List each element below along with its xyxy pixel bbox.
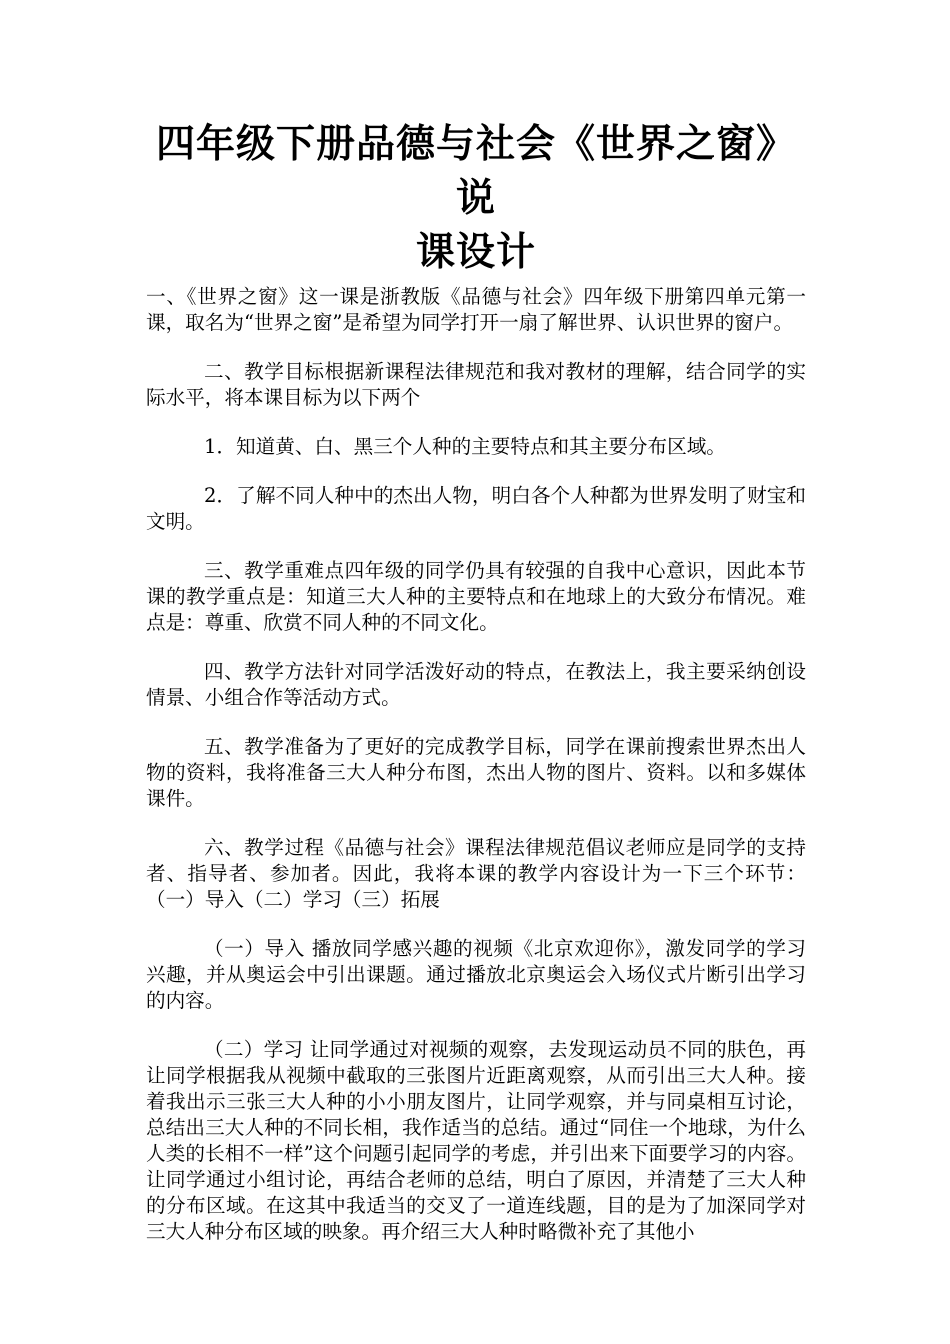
paragraph-objectives: 二、教学目标根据新课程法律规范和我对教材的理解，结合同学的实际水平，将本课目标为以下两个 xyxy=(146,360,806,409)
paragraph-introduction-step: （一）导入 播放同学感兴趣的视频《北京欢迎你》，激发同学的学习兴趣，并从奥运会中引出课题。通过播放北京奥运会入场仪式片断引出学习的内容。 xyxy=(146,937,806,1012)
paragraph-intro: 一、《世界之窗》这一课是浙教版《品德与社会》四年级下册第四单元第一课，取名为“世界之窗”是希望为同学打开一扇了解世界、认识世界的窗户。 xyxy=(146,285,806,334)
document-body xyxy=(146,284,806,1245)
title-line-2: 课设计 xyxy=(415,230,536,275)
paragraph-objective-2: 2．了解不同人种中的杰出人物，明白各个人种都为世界发明了财宝和文明。 xyxy=(146,484,806,533)
title-line-1: 四年级下册品德与社会《世界之窗》说 xyxy=(155,122,796,221)
paragraph-preparation: 五、教学准备为了更好的完成教学目标，同学在课前搜索世界杰出人物的资料，我将准备三大人种分布图，杰出人物的图片、资料。以和多媒体课件。 xyxy=(146,735,806,810)
document-title xyxy=(146,118,806,280)
paragraph-methods: 四、教学方法针对同学活泼好动的特点，在教法上，我主要采纳创设情景、小组合作等活动方式。 xyxy=(146,660,806,709)
paragraph-learning-step: （二）学习 让同学通过对视频的观察，去发现运动员不同的肤色，再让同学根据我从视频中截取的三张图片近距离观察，从而引出三大人种。接着我出示三张三大人种的小小朋友图片，让同学观察，并与同桌相互讨论，总结出三大人种的不同长相，我作适当的总结。通过“同住一个地球，为什么人类的长相不一样”这个问题引起同学的考虑，并引出来下面要学习的内容。让同学通过小组讨论，再结合老师的总结，明白了原因，并清楚了三大人种的分布区域。在这其中我适当的交叉了一道连线题，目的是为了加深同学对三大人种分布区域的映象。再介绍三大人种时略微补充了其他小 xyxy=(146,1038,806,1243)
paragraph-process: 六、教学过程《品德与社会》课程法律规范倡议老师应是同学的支持者、指导者、参加者。因此，我将本课的教学内容设计为一下三个环节：（一）导入（二）学习（三）拓展 xyxy=(146,836,806,911)
paragraph-key-points: 三、教学重难点四年级的同学仍具有较强的自我中心意识，因此本节课的教学重点是：知道三大人种的主要特点和在地球上的大致分布情况。难点是：尊重、欣赏不同人种的不同文化。 xyxy=(146,559,806,634)
document-page xyxy=(146,118,806,1245)
paragraph-objective-1: 1．知道黄、白、黑三个人种的主要特点和其主要分布区域。 xyxy=(204,435,726,458)
